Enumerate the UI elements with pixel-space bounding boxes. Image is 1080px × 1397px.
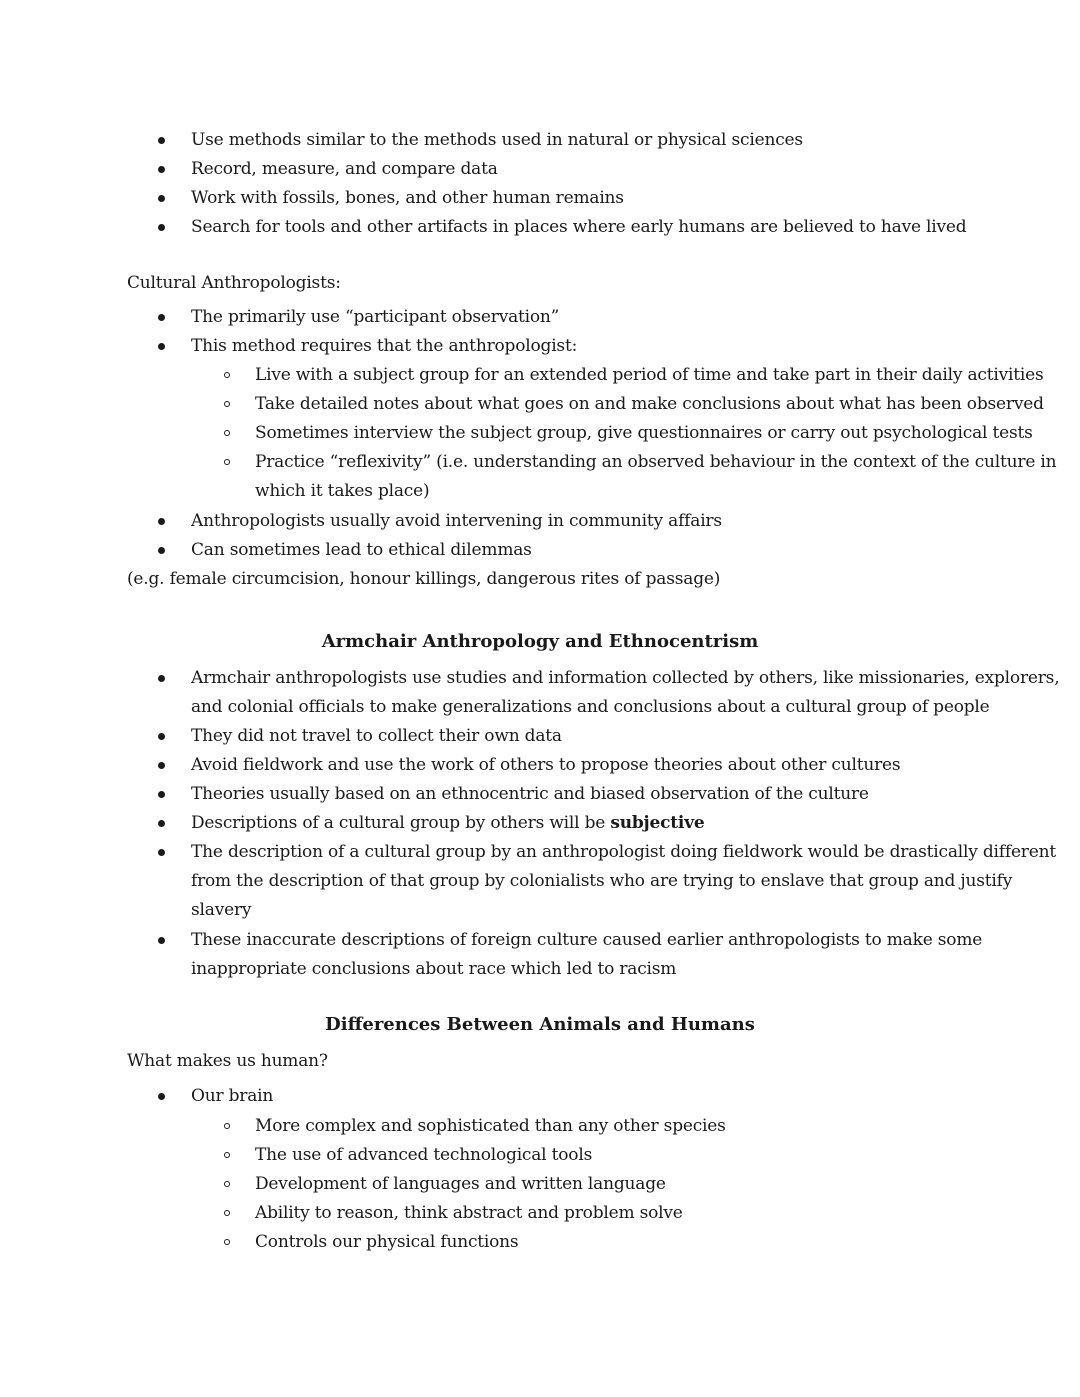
list-item: Work with fossils, bones, and other human remains (191, 188, 624, 208)
list-item-continuation: and colonial officials to make generalizations and conclusions about a cultural group of people (191, 697, 990, 717)
bullet-icon (158, 314, 165, 321)
emphasis-text: subjective (610, 813, 705, 833)
bullet-icon (158, 195, 165, 202)
list-item: Our brain (191, 1086, 274, 1106)
list-item (191, 809, 704, 838)
bullet-icon (158, 675, 165, 682)
list-item: Theories usually based on an ethnocentric and biased observation of the culture (191, 784, 869, 804)
sub-list-item: Live with a subject group for an extended period of time and take part in their daily activities (255, 365, 1044, 385)
section-heading: Armchair Anthropology and Ethnocentrism (321, 631, 759, 652)
section-heading: Differences Between Animals and Humans (325, 1014, 755, 1035)
sub-list-item: Ability to reason, think abstract and problem solve (255, 1203, 683, 1223)
sub-list-item: Practice “reflexivity” (i.e. understanding an observed behaviour in the context of the culture in (255, 452, 1057, 472)
sub-bullet-icon (224, 1152, 230, 1158)
bullet-icon (158, 224, 165, 231)
section-label: Cultural Anthropologists: (127, 273, 341, 293)
sub-bullet-icon (224, 1181, 230, 1187)
list-item: The description of a cultural group by an anthropologist doing fieldwork would be drastically different (191, 842, 1056, 862)
list-item-text: Descriptions of a cultural group by others will be (191, 813, 611, 833)
example-text: (e.g. female circumcision, honour killings, dangerous rites of passage) (127, 569, 721, 589)
bullet-icon (158, 137, 165, 144)
list-item: Search for tools and other artifacts in places where early humans are believed to have lived (191, 217, 967, 237)
sub-list-item: The use of advanced technological tools (255, 1145, 593, 1165)
list-item-continuation: slavery (191, 900, 252, 920)
list-item: This method requires that the anthropologist: (191, 336, 578, 356)
sub-list-item: Take detailed notes about what goes on and make conclusions about what has been observed (255, 394, 1044, 414)
question-text: What makes us human? (127, 1051, 328, 1071)
bullet-icon (158, 937, 165, 944)
list-item: Use methods similar to the methods used in natural or physical sciences (191, 130, 803, 150)
sub-list-item: Controls our physical functions (255, 1232, 519, 1252)
list-item: Record, measure, and compare data (191, 159, 498, 179)
sub-bullet-icon (224, 430, 230, 436)
bullet-icon (158, 518, 165, 525)
list-item: Avoid fieldwork and use the work of others to propose theories about other cultures (191, 755, 901, 775)
sub-list-item: Development of languages and written language (255, 1174, 666, 1194)
list-item-continuation: inappropriate conclusions about race which led to racism (191, 959, 677, 979)
list-item: These inaccurate descriptions of foreign culture caused earlier anthropologists to make some (191, 930, 983, 950)
sub-list-item-continuation: which it takes place) (255, 481, 430, 501)
bullet-icon (158, 1093, 165, 1100)
bullet-icon (158, 733, 165, 740)
bullet-icon (158, 166, 165, 173)
sub-bullet-icon (224, 1239, 230, 1245)
list-item: Armchair anthropologists use studies and information collected by others, like missionaries, explorers, (191, 668, 1060, 688)
bullet-icon (158, 762, 165, 769)
bullet-icon (158, 343, 165, 350)
sub-bullet-icon (224, 1123, 230, 1129)
sub-list-item: More complex and sophisticated than any other species (255, 1116, 726, 1136)
bullet-icon (158, 791, 165, 798)
list-item: They did not travel to collect their own data (191, 726, 562, 746)
bullet-icon (158, 849, 165, 856)
sub-bullet-icon (224, 372, 230, 378)
list-item: The primarily use “participant observation” (191, 307, 560, 327)
list-item-continuation: from the description of that group by colonialists who are trying to enslave that group and justify (191, 871, 1013, 891)
sub-list-item: Sometimes interview the subject group, give questionnaires or carry out psychological tests (255, 423, 1033, 443)
sub-bullet-icon (224, 459, 230, 465)
list-item: Can sometimes lead to ethical dilemmas (191, 540, 532, 560)
bullet-icon (158, 820, 165, 827)
list-item: Anthropologists usually avoid intervening in community affairs (191, 511, 722, 531)
sub-bullet-icon (224, 401, 230, 407)
sub-bullet-icon (224, 1210, 230, 1216)
bullet-icon (158, 547, 165, 554)
